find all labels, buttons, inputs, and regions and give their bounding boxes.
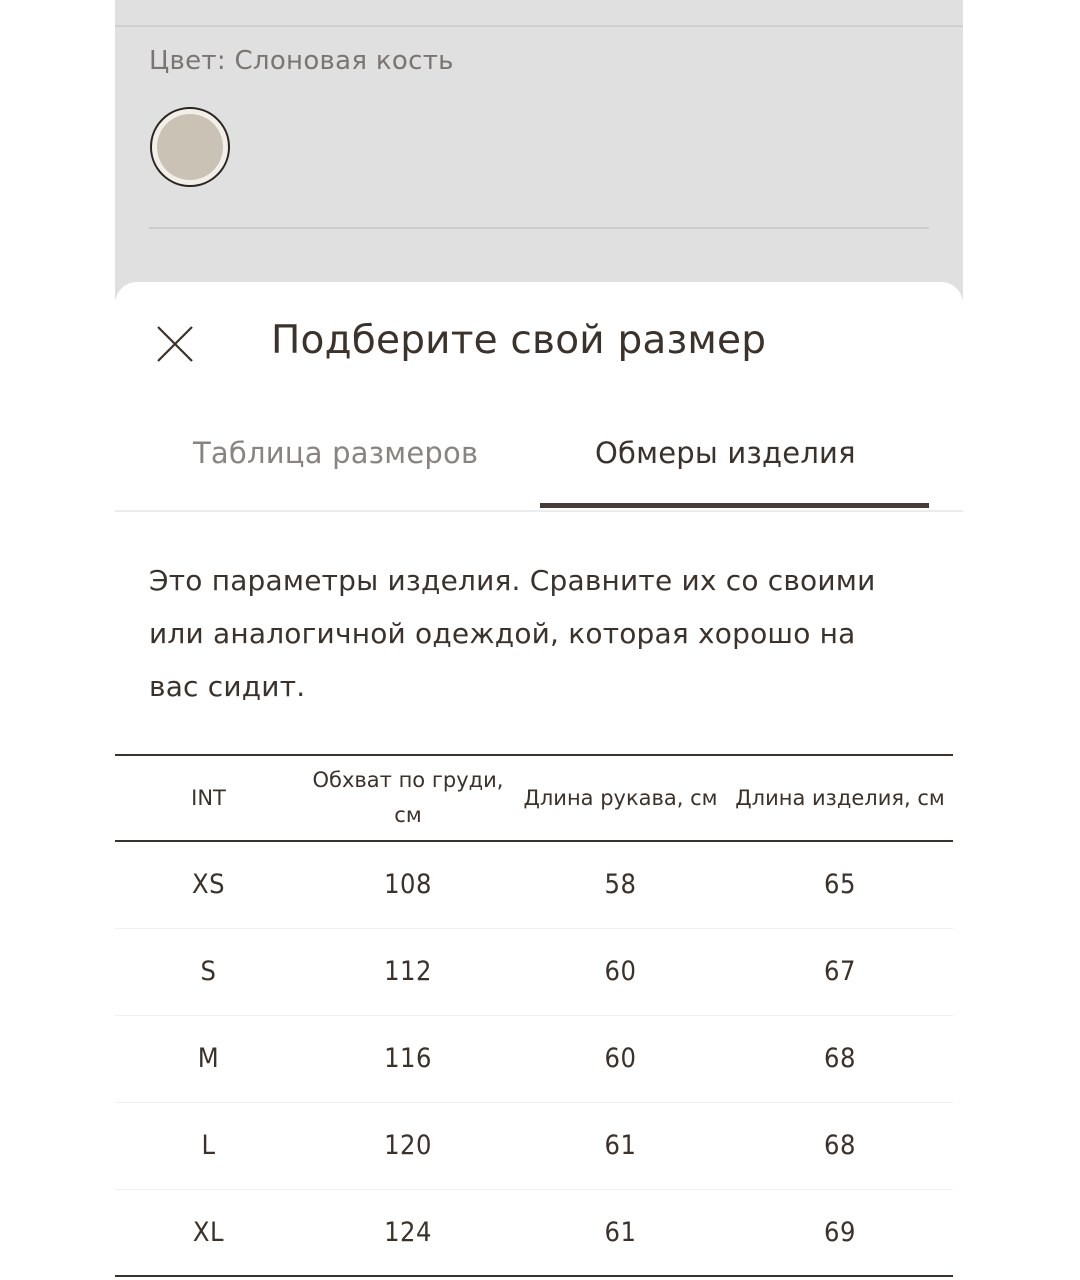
- tab-product-measurements[interactable]: Обмеры изделия: [595, 436, 856, 470]
- close-button[interactable]: [155, 324, 195, 364]
- sleeve-cell: 60: [604, 1043, 637, 1074]
- table-row: [115, 1015, 953, 1102]
- tab-size-chart[interactable]: Таблица размеров: [193, 436, 479, 470]
- sleeve-cell: 58: [604, 869, 637, 901]
- column-header-length: Длина изделия, см: [735, 785, 945, 810]
- length-cell: 68: [824, 1130, 856, 1161]
- size-guide-sheet: [115, 282, 963, 1280]
- divider: [115, 25, 963, 27]
- table-header-row: [115, 755, 953, 841]
- color-swatch-ivory[interactable]: [150, 107, 230, 187]
- table-row: [115, 1189, 953, 1276]
- page-backdrop[interactable]: [115, 0, 963, 300]
- column-header-sleeve: Длина рукава, см: [523, 785, 718, 810]
- chest-cell: 108: [384, 869, 432, 901]
- chest-cell: 124: [384, 1216, 432, 1248]
- size-cell: XS: [191, 869, 226, 901]
- close-icon: [155, 324, 195, 364]
- length-cell: 67: [824, 956, 856, 987]
- size-cell: L: [201, 1130, 216, 1161]
- size-cell: M: [197, 1043, 220, 1074]
- sleeve-cell: 61: [604, 1130, 637, 1161]
- sleeve-cell: 61: [604, 1216, 637, 1248]
- size-cell: S: [200, 956, 217, 987]
- sleeve-cell: 60: [604, 956, 637, 987]
- chest-cell: 116: [384, 1043, 432, 1074]
- length-cell: 65: [824, 869, 856, 901]
- sheet-header: [115, 282, 963, 402]
- measurements-description: Это параметры изделия. Сравните их со своими или аналогичной одеждой, которая хорошо на вас сидит.: [149, 564, 876, 703]
- measurements-table: [115, 754, 953, 1277]
- swatch-fill: [157, 114, 223, 180]
- length-cell: 68: [824, 1043, 856, 1074]
- size-cell: XL: [192, 1216, 225, 1248]
- sheet-title: Подберите свой размер: [271, 318, 767, 363]
- chest-cell: 120: [384, 1130, 432, 1161]
- length-cell: 69: [824, 1216, 856, 1248]
- tabs: [115, 422, 963, 512]
- active-tab-indicator: [540, 503, 929, 508]
- phone-screen: [115, 0, 963, 1280]
- column-header-chest: Обхват по груди, см: [312, 768, 504, 827]
- table-row: [115, 1102, 953, 1189]
- divider: [149, 227, 929, 229]
- color-label: Цвет: Слоновая кость: [149, 46, 454, 76]
- table-row: [115, 928, 953, 1015]
- table-row: [115, 841, 953, 928]
- column-header-int: INT: [191, 785, 226, 810]
- chest-cell: 112: [384, 956, 432, 987]
